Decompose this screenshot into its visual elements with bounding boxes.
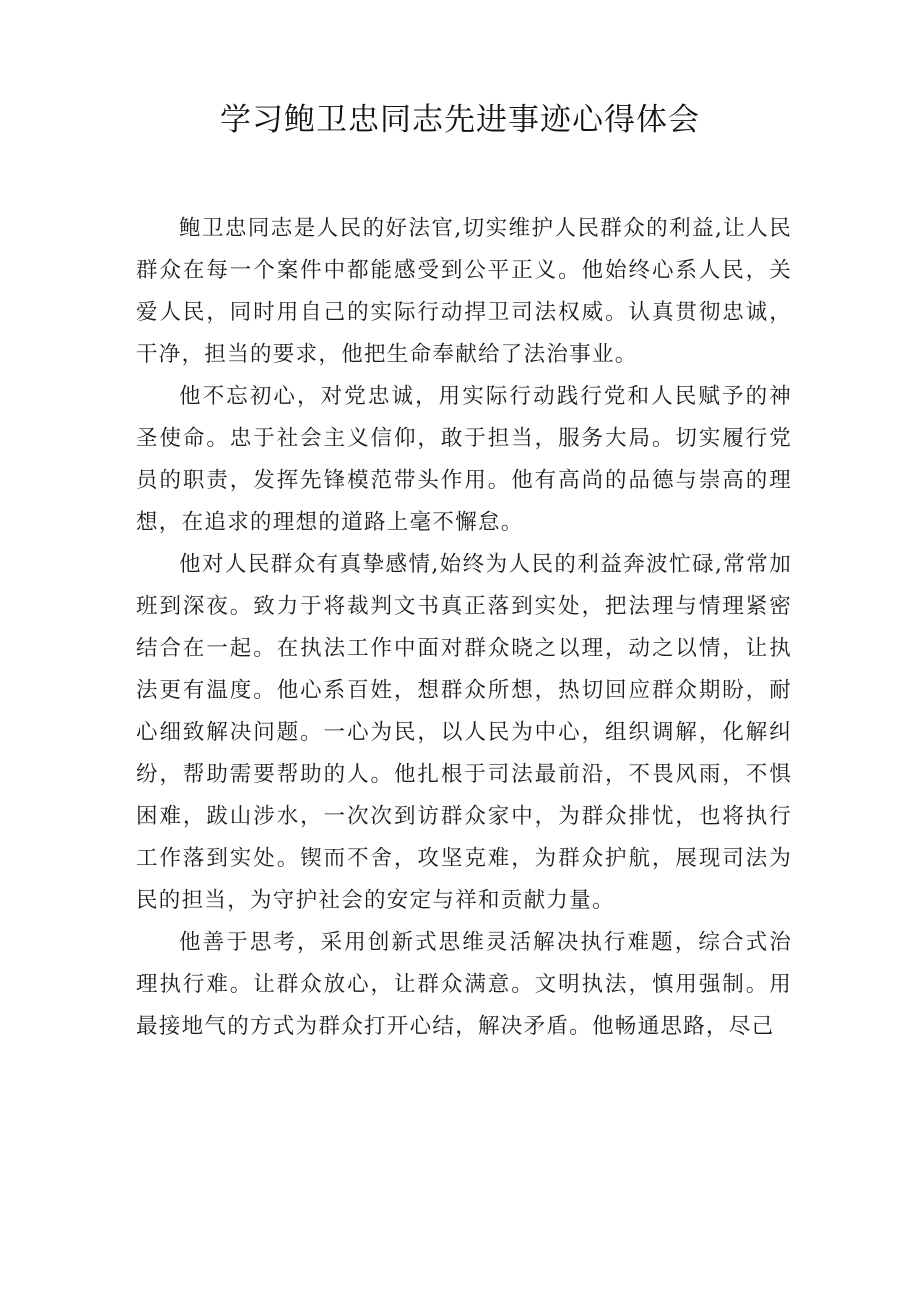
document-body [136,208,792,1048]
paragraph: 他不忘初心，对党忠诚，用实际行动践行党和人民赋予的神圣使命。忠于社会主义信仰，敢于担当，服务大局。切实履行党员的职责，发挥先锋模范带头作用。他有高尚的品德与崇高的理想，在追求的理想的道路上毫不懈怠。 [136,384,792,535]
paragraph: 他善于思考，采用创新式思维灵活解决执行难题，综合式治理执行难。让群众放心，让群众满意。文明执法，慎用强制。用最接地气的方式为群众打开心结，解决矛盾。他畅通思路，尽己 [136,930,792,1039]
paragraph: 他对人民群众有真挚感情,始终为人民的利益奔波忙碌,常常加班到深夜。致力于将裁判文书真正落到实处，把法理与情理紧密结合在一起。在执法工作中面对群众晓之以理，动之以情，让执法更有温度。他心系百姓，想群众所想，热切回应群众期盼，耐心细致解决问题。一心为民，以人民为中心，组织调解，化解纠纷，帮助需要帮助的人。他扎根于司法最前沿，不畏风雨，不惧困难，跋山涉水，一次次到访群众家中，为群众排忧，也将执行工作落到实处。锲而不舍，攻坚克难，为群众护航，展现司法为民的担当，为守护社会的安定与祥和贡献力量。 [136,552,792,913]
document-title: 学习鲍卫忠同志先进事迹心得体会 [220,102,700,138]
paragraph: 鲍卫忠同志是人民的好法官,切实维护人民群众的利益,让人民群众在每一个案件中都能感受到公平正义。他始终心系人民，关爱人民，同时用自己的实际行动捍卫司法权威。认真贯彻忠诚，干净，担当的要求，他把生命奉献给了法治事业。 [136,216,792,367]
